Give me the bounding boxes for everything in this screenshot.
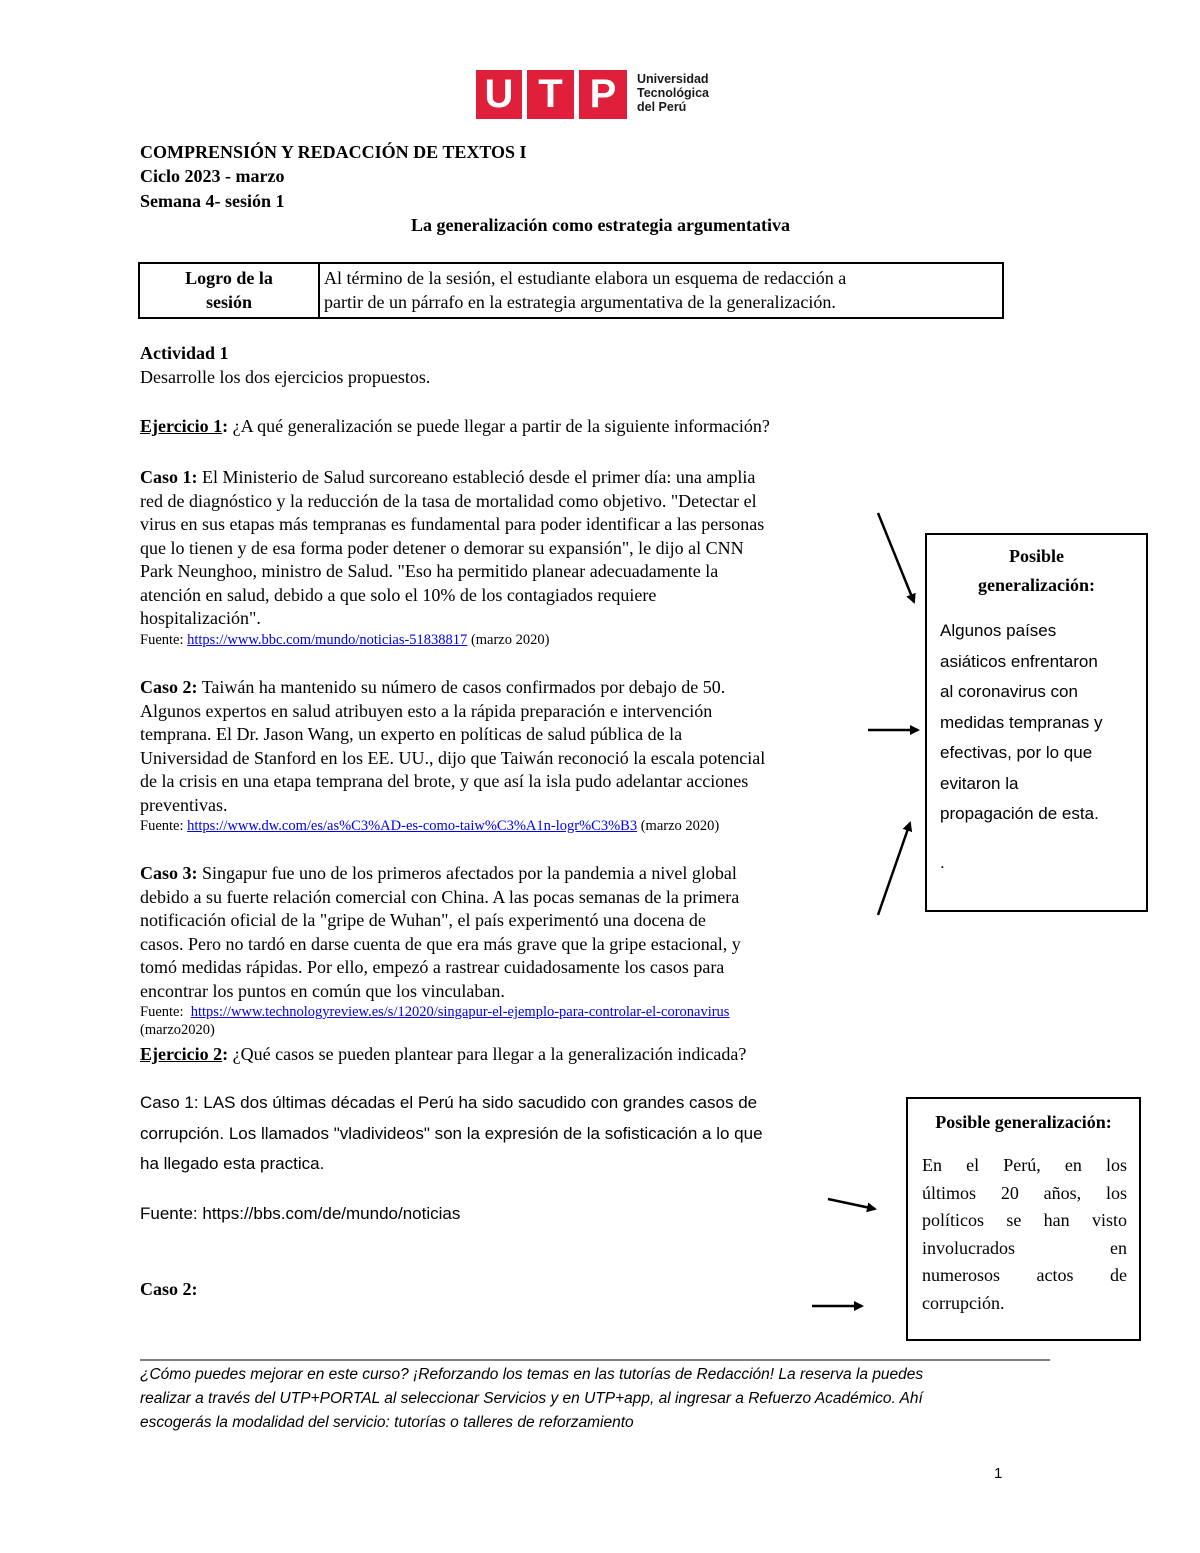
ej2-generalization-box [906, 1097, 1141, 1341]
answer-line: evitaron la [940, 773, 1019, 793]
footer-line: ¿Cómo puedes mejorar en este curso? ¡Reforzando los temas en las tutorías de Redacción! La reserva la puedes [140, 1366, 924, 1383]
answer-line: propagación de esta. [940, 804, 1099, 823]
caso1-line: que lo tienen y de esa forma poder detener o demorar su expansión", le dijo al CNN [140, 537, 744, 558]
footer-line: realizar a través del UTP+PORTAL al seleccionar Servicios y en UTP+app, al ingresar a Refuerzo Académico. Ahí [140, 1390, 923, 1407]
caso3-source-link[interactable]: https://www.technologyreview.es/s/12020/singapur-el-ejemplo-para-controlar-el-coronavirus [190, 1004, 730, 1020]
caso2-source-link[interactable]: https://www.dw.com/es/as%C3%AD-es-como-taiw%C3%A1n-logr%C3%B3 [187, 818, 638, 834]
answer-line: efectivas, por lo que [940, 743, 1093, 762]
page-title: La generalización como estrategia argumentativa [411, 215, 790, 235]
footer-line: escogerás la modalidad del servicio: tutorías o talleres de reforzamiento [140, 1414, 634, 1431]
answer-trailing: . [940, 852, 945, 872]
footer-note [140, 1363, 1040, 1435]
answer-line: al coronavirus con [940, 682, 1078, 701]
source-label: Fuente: [140, 1004, 184, 1020]
box-title: Posible generalización: [935, 1112, 1112, 1132]
logo-line: del Perú [637, 100, 687, 114]
caso1-label: Caso 1: [140, 467, 198, 487]
source-date: (marzo 2020) [470, 631, 550, 648]
caso2-line: de la crisis en una etapa temprana del brote, y que así la isla pudo adelantar acciones [140, 771, 749, 791]
ej2-caso2-label: Caso 2: [140, 1279, 198, 1299]
caso1-line: hospitalización". [140, 608, 261, 628]
logo-letter-t: T [527, 70, 574, 119]
caso1-line: atención en salud, debido a que solo el 10% de los contagiados requiere [140, 584, 657, 605]
ejercicio1-label: Ejercicio 1 [140, 416, 223, 436]
caso3-line: Singapur fue uno de los primeros afectados por la pandemia a nivel global [202, 863, 737, 883]
logo-letter-u: U [476, 70, 522, 119]
answer-line: involucrados en [922, 1237, 1127, 1258]
cycle-label: Ciclo 2023 - marzo [140, 166, 285, 186]
caso2-line: Algunos expertos en salud atribuyen esto a la rápida preparación e intervención [140, 700, 713, 721]
caso3-line: notificación oficial de la "gripe de Wuhan", el país experimentó una docena de [140, 910, 706, 930]
caso3-line: encontrar los puntos en común que los vinculaban. [140, 980, 505, 1001]
arrow-ej2-caso1 [828, 1199, 875, 1209]
caso1-source-link[interactable]: https://www.bbc.com/mundo/noticias-51838817 [187, 631, 468, 648]
page-number: 1 [994, 1465, 1003, 1482]
ejercicio1-question: ¿A qué generalización se puede llegar a partir de la siguiente información? [232, 416, 770, 436]
caso2-label: Caso 2: [140, 677, 198, 697]
caso1-line: virus en sus etapas más tempranas es fundamental para poder identificar a las personas [140, 514, 765, 534]
caso1-line: red de diagnóstico y la reducción de la tasa de mortalidad como objetivo. "Detectar el [140, 490, 757, 511]
logo-letter-p: P [579, 70, 627, 119]
answer-line: corrupción. [922, 1292, 1005, 1313]
actividad-instruction: Desarrolle los dos ejercicios propuestos. [140, 367, 431, 387]
caso3-label: Caso 3: [140, 863, 198, 883]
answer-line: políticos se han visto [922, 1210, 1127, 1230]
logro-text-line: Al término de la sesión, el estudiante elabora un esquema de redacción a [324, 268, 847, 288]
logro-text-line: partir de un párrafo en la estrategia argumentativa de la generalización. [324, 292, 836, 312]
caso3-line: tomó medidas rápidas. Por ello, empezó a rastrear cuidadosamente los casos para [140, 957, 725, 977]
caso3-line: casos. Pero no tardó en darse cuenta de que era más grave que la gripe estacional, y [140, 933, 741, 954]
caso2-line: preventivas. [140, 794, 228, 815]
ejercicio2-question: ¿Qué casos se pueden plantear para llegar a la generalización indicada? [232, 1044, 747, 1064]
source-date: (marzo2020) [140, 1022, 215, 1038]
ejercicio1-heading: Ejercicio 1: ¿A qué generalización se puede llegar a partir de la siguiente información? [140, 416, 770, 436]
ejercicio2-heading: Ejercicio 2: ¿Qué casos se pueden plantear para llegar a la generalización indicada? [140, 1044, 747, 1064]
arrow-caso1 [878, 513, 914, 602]
ej2-caso1-line: corrupción. Los llamados "vladivideos" son la expresión de la sofisticación a lo que [140, 1123, 763, 1143]
caso1-line: El Ministerio de Salud surcoreano estableció desde el primer día: una amplia [202, 467, 756, 487]
arrow-caso3 [878, 823, 910, 915]
logro-label-line: Logro de la [185, 268, 273, 288]
caso1-line: Park Neunghoo, ministro de Salud. "Eso ha permitido planear adecuadamente la [140, 561, 719, 581]
answer-line: Algunos países [940, 621, 1057, 640]
answer-line: últimos 20 años, los [922, 1182, 1127, 1203]
week-label: Semana 4- sesión 1 [140, 191, 285, 211]
ej2-caso1-line: Caso 1: LAS dos últimas décadas el Perú ha sido sacudido con grandes casos de [140, 1093, 758, 1112]
logo-line: Universidad [637, 72, 709, 86]
source-date: (marzo 2020) [640, 818, 720, 834]
caso2-line: Universidad de Stanford en los EE. UU., dijo que Taiwán reconoció la escala potencial [140, 747, 766, 768]
ej2-caso1-line: ha llegado esta practica. [140, 1154, 325, 1173]
logro-label-line: sesión [205, 292, 252, 312]
answer-line: numerosos actos de [922, 1265, 1127, 1285]
logo-line: Tecnológica [637, 86, 710, 100]
caso3-line: debido a su fuerte relación comercial con China. A las pocas semanas de la primera [140, 886, 740, 907]
ej2-caso1-source: Fuente: https://bbs.com/de/mundo/noticias [140, 1203, 461, 1223]
caso2-line: Taiwán ha mantenido su número de casos confirmados por debajo de 50. [201, 677, 726, 697]
source-label: Fuente: [140, 631, 184, 648]
source-label: Fuente: [140, 818, 184, 834]
course-title: COMPRENSIÓN Y REDACCIÓN DE TEXTOS I [140, 142, 527, 162]
box-title-line: generalización: [978, 575, 1095, 595]
box-title-line: Posible [1008, 546, 1064, 566]
ej2-caso1 [140, 1088, 763, 1229]
answer-line: asiáticos enfrentaron [940, 651, 1098, 671]
answer-line: medidas tempranas y [940, 712, 1103, 732]
box-answer [908, 1152, 1139, 1317]
caso2-line: temprana. El Dr. Jason Wang, un experto en políticas de salud pública de la [140, 724, 683, 744]
actividad-title: Actividad 1 [140, 343, 229, 363]
ejercicio2-label: Ejercicio 2 [140, 1044, 223, 1064]
answer-line: En el Perú, en los [922, 1155, 1127, 1175]
